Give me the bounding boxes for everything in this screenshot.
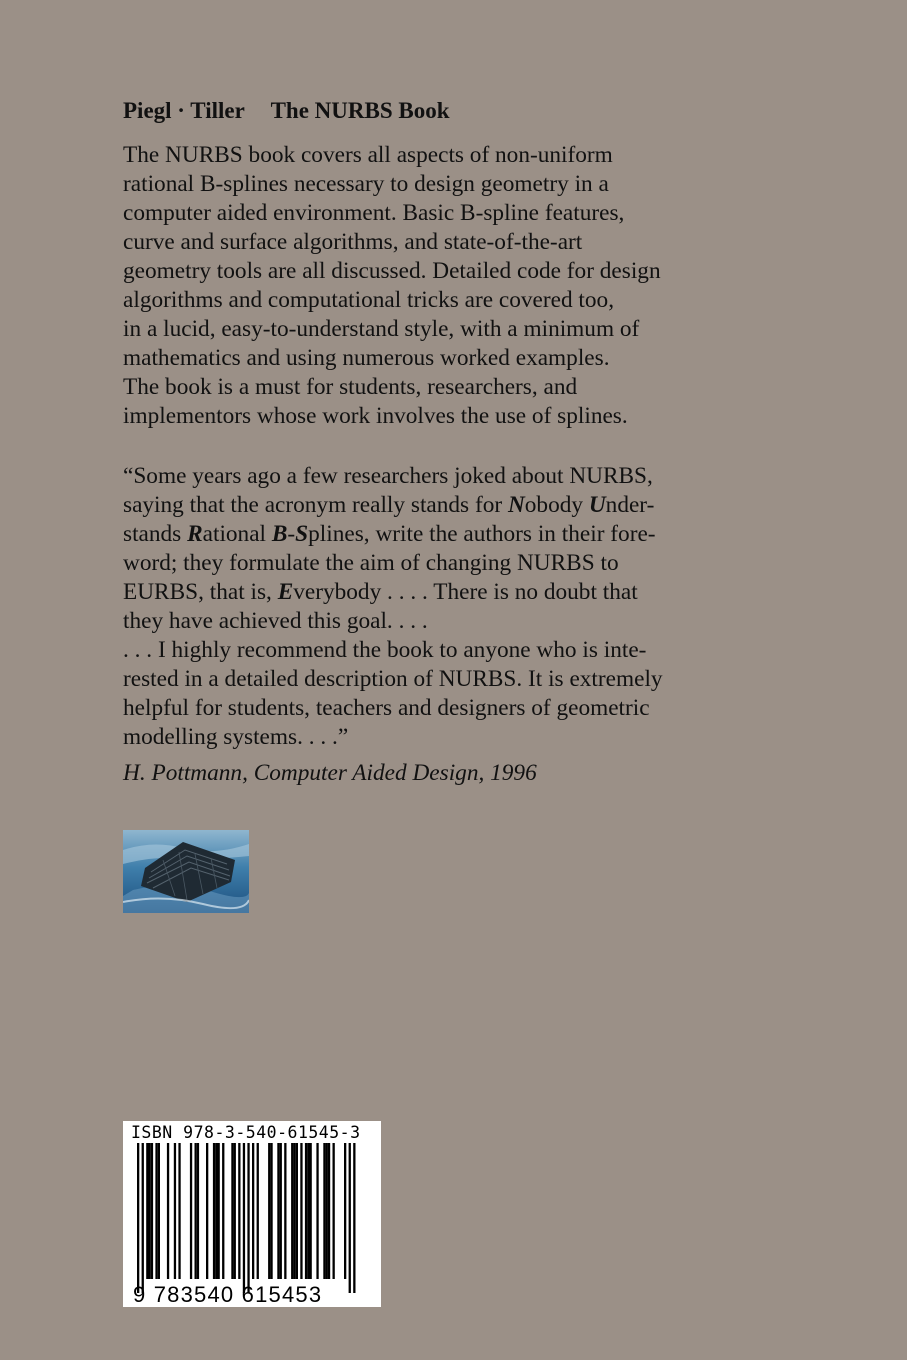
- barcode-bar: [174, 1143, 176, 1279]
- barcode-bar: [178, 1143, 180, 1279]
- barcode-bar: [158, 1143, 160, 1279]
- barcode-bar: [353, 1143, 355, 1293]
- barcode-bar: [328, 1143, 330, 1279]
- review-line: . . . I highly recommend the book to anyone who is inte-: [123, 637, 647, 663]
- barcode-bar: [247, 1143, 249, 1293]
- barcode-bar: [142, 1143, 144, 1293]
- barcode-bar: [268, 1143, 270, 1279]
- review-line: they have achieved this goal. . . .: [123, 608, 428, 634]
- barcode-bar: [234, 1143, 236, 1279]
- header: [123, 98, 450, 124]
- barcode-bar: [243, 1143, 245, 1293]
- barcode-bar: [238, 1143, 240, 1279]
- barcode-bar: [190, 1143, 192, 1279]
- barcode: [123, 1121, 381, 1307]
- blurb-line: mathematics and using numerous worked examples.: [123, 345, 610, 371]
- barcode-bars: [123, 1121, 381, 1307]
- blurb-line: in a lucid, easy-to-understand style, with a minimum of: [123, 316, 640, 342]
- barcode-bar: [222, 1143, 224, 1279]
- review-line: rested in a detailed description of NURBS. It is extremely: [123, 666, 663, 692]
- isbn-label: ISBN 978-3-540-61545-3: [131, 1123, 361, 1142]
- barcode-bar: [215, 1143, 217, 1279]
- barcode-bar: [149, 1143, 151, 1279]
- barcode-bar: [206, 1143, 208, 1279]
- barcode-bar: [293, 1143, 295, 1279]
- barcode-bar: [307, 1143, 309, 1279]
- barcode-bar: [333, 1143, 335, 1279]
- review-attribution: H. Pottmann, Computer Aided Design, 1996: [123, 760, 537, 786]
- blurb: [123, 141, 661, 431]
- blurb-line: The book is a must for students, researchers, and: [123, 374, 578, 400]
- barcode-bar: [296, 1143, 298, 1279]
- barcode-bar: [195, 1143, 197, 1279]
- review-quote: [123, 462, 663, 752]
- barcode-bar: [252, 1143, 254, 1279]
- barcode-bar: [349, 1143, 351, 1293]
- barcode-bar: [323, 1143, 325, 1279]
- book-title: The NURBS Book: [270, 98, 450, 123]
- barcode-bar: [257, 1143, 259, 1279]
- barcode-bar: [300, 1143, 302, 1279]
- barcode-bar: [151, 1143, 153, 1279]
- blurb-line: geometry tools are all discussed. Detailed code for design: [123, 258, 661, 284]
- review-line: word; they formulate the aim of changing NURBS to: [123, 550, 619, 576]
- barcode-bar: [197, 1143, 199, 1279]
- barcode-bar: [326, 1143, 328, 1279]
- barcode-bar: [305, 1143, 307, 1279]
- review-line: “Some years ago a few researchers joked about NURBS,: [123, 463, 653, 489]
- barcode-bar: [231, 1143, 233, 1279]
- barcode-bar: [280, 1143, 282, 1279]
- barcode-bar: [310, 1143, 312, 1279]
- barcode-bar: [284, 1143, 286, 1279]
- barcode-bar: [277, 1143, 279, 1279]
- blurb-line: The NURBS book covers all aspects of non-uniform: [123, 142, 613, 168]
- cover-thumbnail-image: [123, 830, 249, 913]
- barcode-bar: [167, 1143, 169, 1279]
- authors: Piegl · Tiller: [123, 98, 245, 123]
- barcode-bar: [344, 1143, 346, 1279]
- blurb-line: rational B-splines necessary to design geometry in a: [123, 171, 609, 197]
- review-line: modelling systems. . . .”: [123, 724, 349, 750]
- barcode-bar: [137, 1143, 139, 1293]
- review-line: stands Rational B-Splines, write the authors in their fore-: [123, 521, 656, 547]
- blurb-line: algorithms and computational tricks are covered too,: [123, 287, 615, 313]
- barcode-bar: [213, 1143, 215, 1279]
- barcode-bar: [146, 1143, 148, 1279]
- barcode-bar: [218, 1143, 220, 1279]
- review-line: EURBS, that is, Everybody . . . . There is no doubt that: [123, 579, 638, 605]
- blurb-line: curve and surface algorithms, and state-of-the-art: [123, 229, 583, 255]
- barcode-bar: [291, 1143, 293, 1279]
- barcode-bar: [316, 1143, 318, 1279]
- barcode-bar: [270, 1143, 272, 1279]
- blurb-line: computer aided environment. Basic B-spline features,: [123, 200, 625, 226]
- barcode-digits: 9 783540 615453: [133, 1282, 323, 1307]
- review-line: saying that the acronym really stands for Nobody Under-: [123, 492, 655, 518]
- barcode-bar: [155, 1143, 157, 1279]
- review-line: helpful for students, teachers and designers of geometric: [123, 695, 650, 721]
- blurb-line: implementors whose work involves the use of splines.: [123, 403, 628, 429]
